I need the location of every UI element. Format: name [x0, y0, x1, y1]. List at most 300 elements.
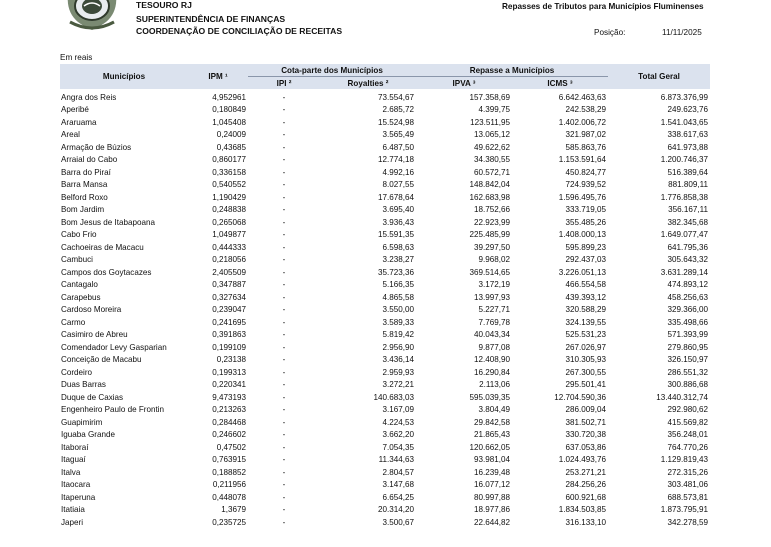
royalties-value: 3.167,09 [382, 405, 415, 415]
municipio-name: Arraial do Cabo [61, 155, 118, 165]
municipio-name: Guapimirim [61, 417, 103, 427]
ipva-value: 123.511,95 [470, 117, 511, 127]
icms-value: 439.393,12 [565, 292, 607, 302]
ipm-value: 0,23138 [216, 355, 246, 365]
total-value: 1.200.746,37 [660, 155, 709, 165]
ipm-value: 0,199313 [212, 367, 246, 377]
ipi-value: - [282, 455, 286, 465]
table-row [60, 129, 710, 142]
ipva-value: 21.865,43 [474, 430, 511, 440]
royalties-value: 4.224,53 [382, 417, 415, 427]
table-row [60, 341, 710, 354]
col-header-ipi: IPI ² [248, 77, 320, 90]
ipm-value: 2,405509 [212, 267, 246, 277]
ipva-value: 12.408,90 [474, 355, 511, 365]
icms-value: 267.300,55 [565, 367, 607, 377]
position-date: 11/11/2025 [662, 28, 702, 37]
ipm-value: 0,265068 [212, 217, 246, 227]
total-value: 338.617,63 [667, 130, 709, 140]
municipio-name: Armação de Búzios [61, 142, 132, 152]
icms-value: 12.704.590,36 [554, 392, 607, 402]
total-value: 688.573,81 [667, 492, 709, 502]
total-value: 415.569,82 [667, 417, 709, 427]
municipio-name: Cordeiro [61, 367, 93, 377]
total-value: 326.150,97 [667, 355, 709, 365]
ipm-value: 0,235725 [212, 517, 246, 527]
table-row [60, 379, 710, 392]
icms-value: 1.402.006,72 [558, 117, 607, 127]
royalties-value: 5.819,42 [382, 330, 415, 340]
ipva-value: 34.380,55 [474, 155, 511, 165]
ipi-value: - [282, 467, 286, 477]
royalties-value: 6.654,25 [382, 492, 415, 502]
ipva-value: 2.113,06 [479, 380, 511, 390]
ipi-value: - [282, 217, 286, 227]
municipio-name: Bom Jesus de Itabapoana [61, 217, 156, 227]
ipi-value: - [282, 492, 286, 502]
ipm-value: 1,045408 [212, 117, 246, 127]
ipva-value: 40.043,34 [474, 330, 511, 340]
ipi-value: - [282, 255, 286, 265]
ipva-value: 5.227,71 [478, 305, 511, 315]
ipi-value: - [282, 330, 286, 340]
table-row [60, 304, 710, 317]
royalties-value: 15.591,35 [378, 230, 415, 240]
icms-value: 450.824,77 [565, 167, 607, 177]
table-row [60, 229, 710, 242]
col-header-icms: ICMS ³ [512, 77, 608, 90]
ipi-value: - [282, 317, 286, 327]
total-value: 335.498,66 [667, 317, 709, 327]
ipi-value: - [282, 517, 286, 527]
table-row [60, 429, 710, 442]
ipi-value: - [282, 180, 286, 190]
ipm-value: 0,763915 [212, 455, 246, 465]
ipva-value: 22.644,82 [474, 517, 511, 527]
ipm-value: 0,211956 [212, 480, 246, 490]
total-value: 1.776.858,38 [660, 192, 709, 202]
table-row [60, 404, 710, 417]
state-coat-of-arms-logo [64, 0, 120, 32]
table-row [60, 354, 710, 367]
royalties-value: 3.550,00 [382, 305, 415, 315]
total-value: 356.167,11 [668, 205, 709, 215]
municipio-name: Duque de Caxias [61, 392, 124, 402]
total-value: 292.980,62 [667, 405, 709, 415]
municipio-name: Engenheiro Paulo de Frontin [61, 405, 165, 415]
icms-value: 355.485,26 [565, 217, 607, 227]
royalties-value: 73.554,67 [378, 92, 415, 102]
municipio-name: Angra dos Reis [61, 92, 117, 102]
table-row [60, 491, 710, 504]
royalties-value: 3.436,14 [382, 355, 415, 365]
royalties-value: 6.487,50 [382, 142, 415, 152]
table-row [60, 504, 710, 517]
ipva-value: 39.297,50 [474, 242, 511, 252]
ipi-value: - [282, 292, 286, 302]
icms-value: 466.554,58 [565, 280, 607, 290]
municipio-name: Aperibé [61, 105, 89, 115]
ipm-value: 0,391863 [212, 330, 246, 340]
ipva-value: 60.572,71 [474, 167, 511, 177]
ipva-value: 13.997,93 [474, 292, 511, 302]
municipio-name: Cantagalo [61, 280, 98, 290]
royalties-value: 3.272,21 [382, 380, 415, 390]
royalties-value: 3.500,67 [382, 517, 415, 527]
ipva-value: 120.662,05 [469, 442, 511, 452]
icms-value: 724.939,52 [565, 180, 607, 190]
ipm-value: 1,049877 [212, 230, 246, 240]
ipm-value: 0,347887 [212, 280, 246, 290]
ipi-value: - [282, 205, 286, 215]
ipm-value: 0,220341 [212, 380, 246, 390]
municipio-name: Cachoeiras de Macacu [61, 242, 144, 252]
icms-value: 295.501,41 [565, 380, 607, 390]
ipva-value: 22.923,99 [474, 217, 511, 227]
table-row [60, 254, 710, 267]
table-row [60, 116, 710, 129]
total-value: 286.551,32 [667, 367, 709, 377]
icms-value: 1.834.503,85 [558, 505, 607, 515]
municipio-name: Itatiaia [61, 505, 85, 515]
ipm-value: 0,327634 [212, 292, 246, 302]
ipi-value: - [282, 505, 286, 515]
table-row [60, 366, 710, 379]
icms-value: 595.899,23 [565, 242, 607, 252]
ipva-value: 18.752,66 [474, 205, 511, 215]
ipva-value: 9.968,02 [478, 255, 511, 265]
org-superintendence: SUPERINTENDÊNCIA DE FINANÇAS [136, 14, 286, 24]
municipio-name: Japeri [61, 517, 84, 527]
municipio-name: Duas Barras [61, 380, 106, 390]
municipio-name: Itaboraí [61, 442, 89, 452]
total-value: 342.278,59 [667, 517, 709, 527]
royalties-value: 11.344,63 [378, 455, 415, 465]
ipm-value: 0,218056 [212, 255, 246, 265]
total-value: 1.129.819,43 [660, 455, 709, 465]
ipi-value: - [282, 280, 286, 290]
royalties-value: 15.524,98 [378, 117, 415, 127]
icms-value: 324.139,55 [565, 317, 607, 327]
col-header-ipm: IPM ¹ [188, 64, 248, 89]
ipva-value: 157.358,69 [469, 92, 511, 102]
icms-value: 585.863,76 [565, 142, 607, 152]
ipva-value: 595.039,35 [469, 392, 511, 402]
col-header-total: Total Geral [608, 64, 710, 89]
report-title: Repasses de Tributos para Municípios Fluminenses [502, 2, 704, 11]
ipm-value: 1,3679 [221, 505, 246, 515]
ipm-value: 0,188852 [212, 467, 246, 477]
table-row [60, 329, 710, 342]
ipm-value: 0,241695 [212, 317, 246, 327]
ipm-value: 0,199109 [212, 342, 246, 352]
ipm-value: 4,952961 [212, 92, 246, 102]
total-value: 516.389,64 [667, 167, 709, 177]
ipi-value: - [282, 417, 286, 427]
ipi-value: - [282, 380, 286, 390]
ipi-value: - [282, 442, 286, 452]
ipm-value: 0,213263 [212, 405, 246, 415]
ipi-value: - [282, 155, 286, 165]
ipva-value: 18.977,86 [474, 505, 511, 515]
table-header [60, 64, 710, 89]
municipio-name: Araruama [61, 117, 97, 127]
ipi-value: - [282, 167, 286, 177]
ipi-value: - [282, 117, 286, 127]
icms-value: 253.271,21 [565, 467, 607, 477]
municipio-name: Cabo Frio [61, 230, 97, 240]
municipio-name: Carmo [61, 317, 86, 327]
icms-value: 286.009,04 [565, 405, 607, 415]
col-header-ipva: IPVA ³ [416, 77, 512, 90]
royalties-value: 3.589,33 [382, 317, 415, 327]
municipio-name: Itaperuna [61, 492, 96, 502]
table-row [60, 154, 710, 167]
municipio-name: Cardoso Moreira [61, 305, 122, 315]
municipio-name: Comendador Levy Gasparian [61, 342, 167, 352]
municipio-name: Italva [61, 467, 81, 477]
ipi-value: - [282, 367, 286, 377]
ipva-value: 16.290,84 [474, 367, 511, 377]
royalties-value: 3.147,68 [382, 480, 415, 490]
total-value: 3.631.289,14 [660, 267, 709, 277]
ipva-value: 7.769,78 [478, 317, 511, 327]
municipio-name: Casimiro de Abreu [61, 330, 128, 340]
total-value: 272.315,26 [667, 467, 709, 477]
ipm-value: 0,860177 [212, 155, 246, 165]
total-value: 881.809,11 [668, 180, 709, 190]
col-header-municipios: Municípios [60, 64, 188, 89]
icms-value: 321.987,02 [565, 130, 607, 140]
royalties-value: 17.678,64 [378, 192, 415, 202]
total-value: 303.481,06 [667, 480, 709, 490]
ipva-value: 162.683,98 [469, 192, 511, 202]
royalties-value: 2.804,57 [382, 467, 415, 477]
icms-value: 600.921,68 [565, 492, 607, 502]
ipva-value: 225.485,99 [469, 230, 511, 240]
table-row [60, 216, 710, 229]
royalties-value: 3.695,40 [382, 205, 415, 215]
municipio-name: Itaocara [61, 480, 91, 490]
icms-value: 1.153.591,64 [558, 155, 607, 165]
group-header-cota-parte: Cota-parte dos Municípios [248, 64, 416, 77]
icms-value: 316.133,10 [565, 517, 607, 527]
ipi-value: - [282, 192, 286, 202]
total-value: 382.345,68 [667, 217, 709, 227]
table-row [60, 241, 710, 254]
position-label: Posição: [594, 28, 626, 37]
table-row [60, 266, 710, 279]
royalties-value: 4.865,58 [382, 292, 415, 302]
ipm-value: 0,246602 [212, 430, 246, 440]
icms-value: 3.226.051,13 [558, 267, 607, 277]
table-row [60, 141, 710, 154]
total-value: 1.873.795,91 [660, 505, 709, 515]
table-row [60, 516, 710, 529]
ipva-value: 80.997,88 [474, 492, 511, 502]
total-value: 641.795,36 [667, 242, 709, 252]
ipi-value: - [282, 267, 286, 277]
royalties-value: 3.238,27 [382, 255, 415, 265]
ipi-value: - [282, 242, 286, 252]
municipio-name: Itaguaí [61, 455, 86, 465]
ipi-value: - [282, 230, 286, 240]
table-body [60, 89, 710, 529]
ipm-value: 0,540552 [212, 180, 246, 190]
royalties-value: 3.565,49 [382, 130, 415, 140]
ipm-value: 1,190429 [212, 192, 246, 202]
total-value: 305.643,32 [667, 255, 709, 265]
col-header-royalties: Royalties ² [320, 77, 416, 90]
ipm-value: 0,43685 [216, 142, 246, 152]
total-value: 764.770,26 [667, 442, 709, 452]
ipi-value: - [282, 392, 286, 402]
ipva-value: 148.842,04 [469, 180, 511, 190]
ipm-value: 9,473193 [212, 392, 246, 402]
royalties-value: 4.992,16 [382, 167, 415, 177]
ipi-value: - [282, 105, 286, 115]
royalties-value: 8.027,55 [382, 180, 415, 190]
royalties-value: 35.723,36 [378, 267, 415, 277]
table-row [60, 166, 710, 179]
ipm-value: 0,47502 [216, 442, 246, 452]
icms-value: 310.305,93 [565, 355, 607, 365]
ipm-value: 0,180849 [212, 105, 246, 115]
municipio-name: Carapebus [61, 292, 101, 302]
icms-value: 333.719,05 [565, 205, 607, 215]
units-note: Em reais [60, 53, 93, 62]
ipm-value: 0,248838 [212, 205, 246, 215]
table-row [60, 89, 710, 104]
icms-value: 1.408.000,13 [558, 230, 607, 240]
icms-value: 6.642.463,63 [558, 92, 607, 102]
ipm-value: 0,444333 [212, 242, 246, 252]
ipm-value: 0,448078 [212, 492, 246, 502]
municipio-name: Campos dos Goytacazes [61, 267, 152, 277]
total-value: 13.440.312,74 [656, 392, 709, 402]
ipm-value: 0,24009 [216, 130, 246, 140]
total-value: 300.886,68 [667, 380, 709, 390]
icms-value: 381.502,71 [565, 417, 607, 427]
ipva-value: 3.804,49 [478, 405, 511, 415]
org-coordination: COORDENAÇÃO DE CONCILIAÇÃO DE RECEITAS [136, 26, 343, 36]
total-value: 279.860,95 [667, 342, 709, 352]
ipi-value: - [282, 355, 286, 365]
municipio-name: Iguaba Grande [61, 430, 116, 440]
ipva-value: 9.877,08 [478, 342, 511, 352]
municipio-name: Bom Jardim [61, 205, 105, 215]
ipi-value: - [282, 142, 286, 152]
group-header-repasse: Repasse a Municípios [416, 64, 608, 77]
ipva-value: 3.172,19 [478, 280, 511, 290]
municipio-name: Barra do Piraí [61, 167, 111, 177]
royalties-value: 6.598,63 [382, 242, 415, 252]
royalties-value: 20.314,20 [378, 505, 415, 515]
icms-value: 292.437,03 [565, 255, 607, 265]
ipva-value: 4.399,75 [478, 105, 511, 115]
table-row [60, 391, 710, 404]
total-value: 1.649.077,47 [660, 230, 709, 240]
royalties-value: 3.936,43 [382, 217, 415, 227]
royalties-value: 3.662,20 [382, 430, 415, 440]
royalties-value: 7.054,35 [382, 442, 415, 452]
icms-value: 1.024.493,76 [558, 455, 607, 465]
icms-value: 637.053,86 [565, 442, 607, 452]
ipva-value: 16.077,12 [474, 480, 511, 490]
transfers-table [60, 64, 710, 529]
table-row [60, 479, 710, 492]
royalties-value: 2.685,72 [382, 105, 415, 115]
table-row [60, 104, 710, 117]
total-value: 571.393,99 [667, 330, 709, 340]
total-value: 1.541.043,65 [660, 117, 709, 127]
ipi-value: - [282, 92, 286, 102]
ipva-value: 13.065,12 [474, 130, 511, 140]
ipi-value: - [282, 480, 286, 490]
total-value: 249.623,76 [667, 105, 709, 115]
icms-value: 320.588,29 [565, 305, 607, 315]
municipio-name: Barra Mansa [61, 180, 108, 190]
ipva-value: 369.514,65 [469, 267, 511, 277]
ipi-value: - [282, 130, 286, 140]
table-row [60, 454, 710, 467]
table-row [60, 291, 710, 304]
royalties-value: 5.166,35 [382, 280, 415, 290]
ipm-value: 0,239047 [212, 305, 246, 315]
org-name: TESOURO RJ [136, 0, 192, 10]
municipio-name: Belford Roxo [61, 192, 108, 202]
ipm-value: 0,284468 [212, 417, 246, 427]
municipio-name: Conceição de Macabu [61, 355, 142, 365]
icms-value: 284.256,26 [565, 480, 607, 490]
ipi-value: - [282, 430, 286, 440]
table-row [60, 179, 710, 192]
icms-value: 242.538,29 [565, 105, 607, 115]
royalties-value: 2.959,93 [382, 367, 415, 377]
ipi-value: - [282, 405, 286, 415]
table-row [60, 191, 710, 204]
total-value: 474.893,12 [667, 280, 709, 290]
table-row [60, 279, 710, 292]
icms-value: 267.026,97 [565, 342, 607, 352]
royalties-value: 140.683,03 [373, 392, 415, 402]
ipi-value: - [282, 342, 286, 352]
table-row [60, 316, 710, 329]
royalties-value: 12.774,18 [378, 155, 415, 165]
municipio-name: Cambuci [61, 255, 93, 265]
total-value: 458.256,63 [667, 292, 709, 302]
total-value: 356.248,01 [667, 430, 709, 440]
total-value: 641.973,88 [667, 142, 709, 152]
ipva-value: 49.622,62 [474, 142, 511, 152]
icms-value: 525.531,23 [565, 330, 607, 340]
municipio-name: Areal [61, 130, 80, 140]
icms-value: 1.596.495,76 [558, 192, 607, 202]
table-row [60, 441, 710, 454]
total-value: 6.873.376,99 [660, 92, 709, 102]
ipva-value: 93.981,04 [474, 455, 511, 465]
icms-value: 330.720,38 [565, 430, 607, 440]
table-row [60, 466, 710, 479]
table-row [60, 204, 710, 217]
ipi-value: - [282, 305, 286, 315]
ipva-value: 16.239,48 [474, 467, 511, 477]
royalties-value: 2.956,90 [382, 342, 415, 352]
ipm-value: 0,336158 [212, 167, 246, 177]
ipva-value: 29.842,58 [474, 417, 511, 427]
table-row [60, 416, 710, 429]
total-value: 329.366,00 [667, 305, 709, 315]
